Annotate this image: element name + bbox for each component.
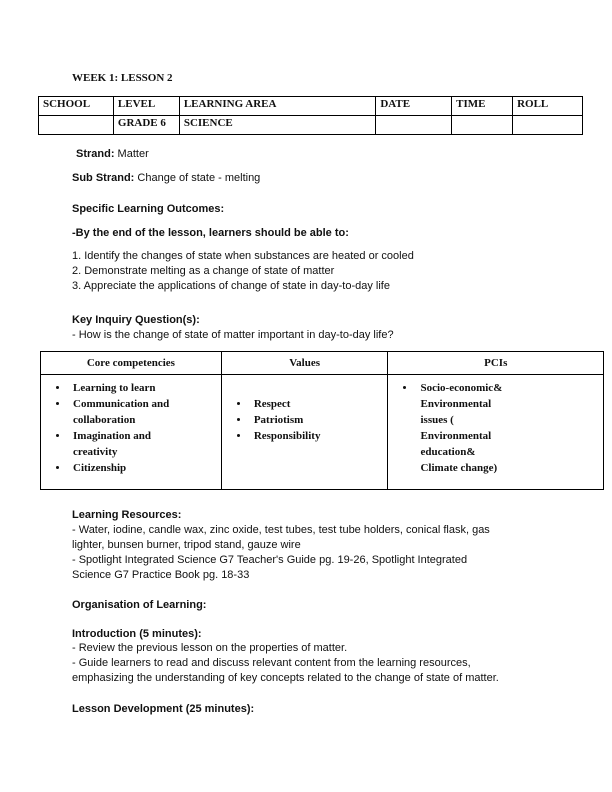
list-item: • Patriotism [250,412,384,428]
col-school: SCHOOL [39,97,114,116]
col-roll: ROLL [513,97,583,116]
resources-line: lighter, bunsen burner, tripod stand, gauze wire [72,539,301,551]
list-item: • Communication and collaboration [69,396,183,428]
intro-heading: Introduction (5 minutes): [72,628,202,640]
resources-line: - Spotlight Integrated Science G7 Teacher's Guide pg. 19-26, Spotlight Integrated [72,554,468,566]
values-cell [221,375,388,490]
outcome-2: 2. Demonstrate melting as a change of state of matter [72,265,335,277]
pcis-cell [388,375,604,490]
outcome-1: 1. Identify the changes of state when substances are heated or cooled [72,250,414,262]
head-core: Core competencies [41,352,222,375]
cell-school [39,116,114,135]
col-date: DATE [376,97,452,116]
intro-line: emphasizing the understanding of key concepts related to the change of state of matter. [72,672,499,684]
header-table-row [39,116,583,135]
sub-strand [72,171,260,186]
resources-line: Science G7 Practice Book pg. 18-33 [72,569,250,581]
cell-level: GRADE 6 [113,116,179,135]
intro-line: - Review the previous lesson on the properties of matter. [72,642,348,654]
col-learning-area: LEARNING AREA [179,97,375,116]
cell-roll [513,116,583,135]
strand-value: Matter [114,148,149,160]
list-item: • Socio-economic& Environmental issues ( Environmental education& Climate change) [416,380,502,476]
competencies-head-row [41,352,604,375]
competencies-table [40,351,604,490]
cell-date [376,116,452,135]
kiq-question: - How is the change of state of matter important in day-to-day life? [72,329,394,341]
header-table-head-row [39,97,583,116]
cell-learning-area: SCIENCE [179,116,375,135]
slo-heading: Specific Learning Outcomes: [72,203,225,215]
resources-line: - Water, iodine, candle wax, zinc oxide, test tubes, test tube holders, conical flask, gas [72,524,490,536]
col-level: LEVEL [113,97,179,116]
list-item: • Learning to learn [69,380,183,396]
sub-strand-label: Sub Strand: [72,172,135,184]
list-item: • Responsibility [250,428,384,444]
list-item: • Citizenship [69,460,183,476]
resources-heading: Learning Resources: [72,509,182,521]
competencies-row [41,375,604,490]
col-time: TIME [452,97,513,116]
list-item: • Imagination and creativity [69,428,183,460]
cell-time [452,116,513,135]
strand-label: Strand: [76,148,115,160]
head-values: Values [221,352,388,375]
intro-line: - Guide learners to read and discuss relevant content from the learning resources, [72,657,471,669]
kiq-heading: Key Inquiry Question(s): [72,314,200,326]
header-table [38,96,583,135]
list-item: • Respect [250,396,384,412]
slo-intro: -By the end of the lesson, learners should be able to: [72,227,349,239]
sub-strand-value: Change of state - melting [134,172,261,184]
week-title: WEEK 1: LESSON 2 [72,72,173,84]
strand [76,147,149,162]
core-cell [41,375,222,490]
development-heading: Lesson Development (25 minutes): [72,703,255,715]
organisation-heading: Organisation of Learning: [72,599,207,611]
head-pcis: PCIs [388,352,604,375]
outcome-3: 3. Appreciate the applications of change of state in day-to-day life [72,280,390,292]
